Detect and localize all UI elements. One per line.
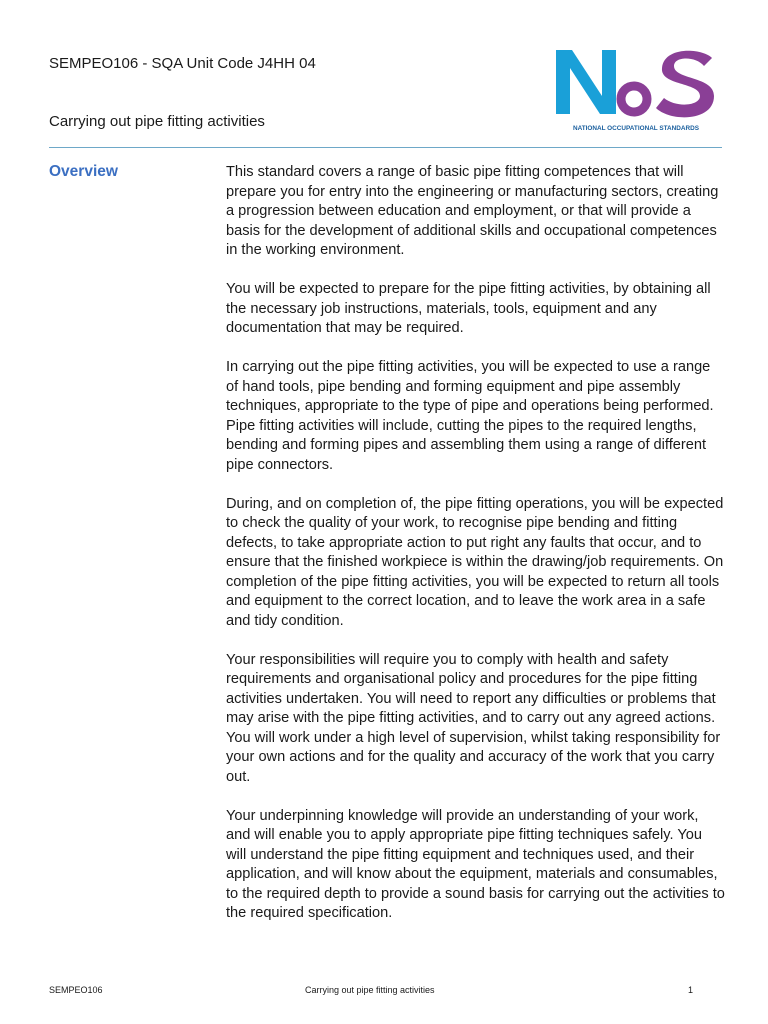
footer-title: Carrying out pipe fitting activities — [305, 985, 435, 995]
logo-letter-o — [621, 86, 647, 112]
nos-logo — [552, 44, 720, 136]
overview-content — [226, 163, 726, 943]
standard-title: Carrying out pipe fitting activities — [49, 113, 265, 130]
footer-page-number: 1 — [688, 985, 694, 995]
overview-paragraph: You will be expected to prepare for the pipe fitting activities, by obtaining all the necessary job instructions, materials, tools, equipment and any documentation that may be required. — [226, 281, 711, 336]
overview-paragraph: Your responsibilities will require you to comply with health and safety requirements and organisational policy and procedures for the pipe fitting activities undertaken. You will need to report any difficulties or problems that may arise with the pipe fitting activities, and to carry out any agreed actions. You will work under a high level of supervision, whilst taking responsibility for your own actions and for the quality and accuracy of the work that you carry out. — [226, 651, 721, 785]
unit-code-heading: SEMPEO106 - SQA Unit Code J4HH 04 — [49, 55, 316, 72]
overview-paragraph: Your underpinning knowledge will provide an understanding of your work, and will enable you to apply appropriate pipe fitting techniques safely. You will understand the pipe fitting equipment and techniques used, and their application, and will know about the equipment, materials and consumables, to the required depth to provide a sound basis for carrying out the activities to the required specification. — [226, 807, 725, 921]
logo-letter-n — [556, 50, 616, 114]
header-divider — [49, 147, 722, 148]
footer-code: SEMPEO106 — [49, 985, 103, 995]
overview-paragraph: In carrying out the pipe fitting activities, you will be expected to use a range of hand tools, pipe bending and forming equipment and pipe assembly techniques, appropriate to the type of pipe and operations being performed. Pipe fitting activities will include, cutting the pipes to the required lengths, bending and forming pipes and assembling them using a range of different pipe connectors. — [226, 359, 714, 473]
overview-paragraph: During, and on completion of, the pipe fitting operations, you will be expected to check the quality of your work, to recognise pipe bending and fitting defects, to take appropriate action to put right any faults that occur, and to ensure that the finished workpiece is within the drawing/job requirements. On completion of the pipe fitting activities, you will be expected to return all tools and equipment to the correct location, and to leave the work area in a safe and tidy condition. — [226, 495, 724, 629]
section-label-overview: Overview — [49, 163, 118, 180]
overview-paragraph: This standard covers a range of basic pipe fitting competences that will prepare you for entry into the engineering or manufacturing sectors, creating a progression between education and employment, or that will provide a basis for the development of additional skills and occupational competences in the working environment. — [226, 164, 719, 258]
logo-letter-s — [656, 51, 714, 118]
logo-tagline: NATIONAL OCCUPATIONAL STANDARDS — [572, 125, 700, 132]
